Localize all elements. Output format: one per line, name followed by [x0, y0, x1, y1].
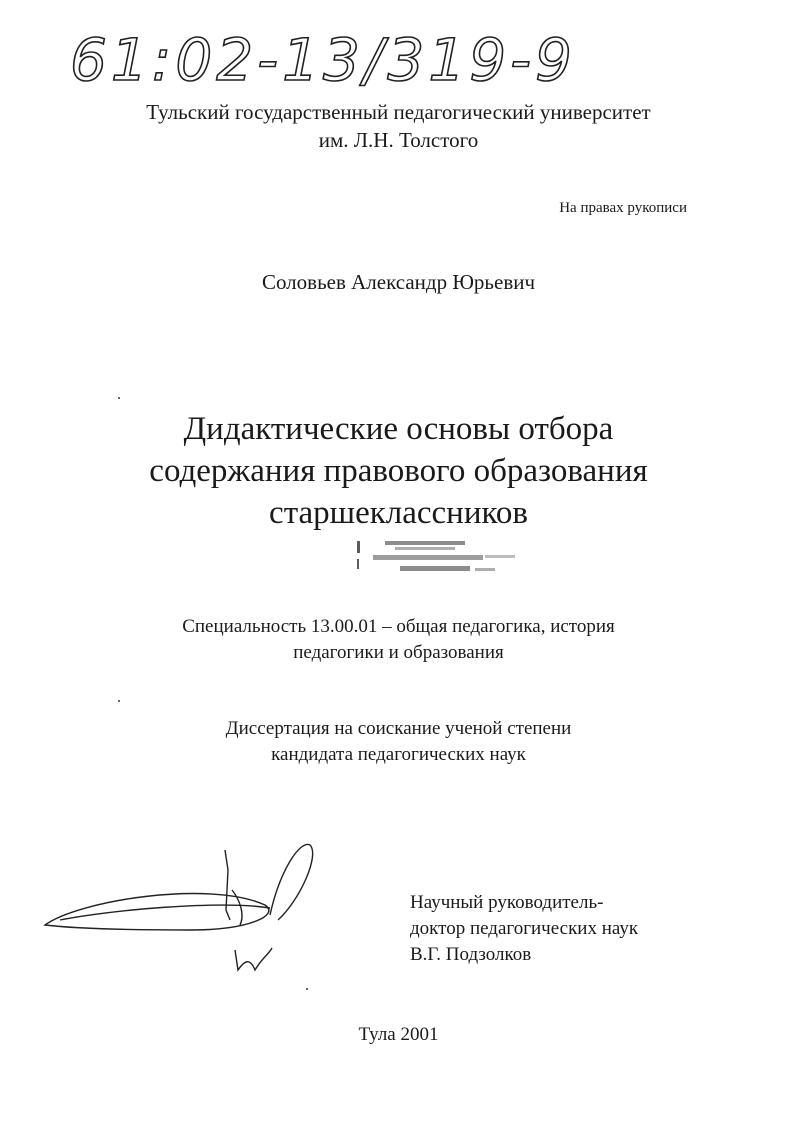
degree-line-2: кандидата педагогических наук	[271, 744, 526, 765]
university-subtitle: им. Л.Н. Толстого	[318, 128, 479, 152]
handwritten-archive-number	[60, 10, 580, 100]
supervisor-block	[410, 890, 638, 968]
university-name: Тульский государственный педагогический университет	[146, 100, 651, 124]
supervisor-role: Научный руководитель-	[410, 892, 604, 913]
specialty-line-2: педагогики и образования	[293, 642, 504, 663]
signature	[40, 830, 340, 980]
author-name: Соловьев Александр Юрьевич	[261, 270, 536, 294]
library-stamp	[355, 535, 525, 585]
scan-speck	[306, 988, 308, 990]
thesis-title-line-2: содержания правового образования	[149, 453, 648, 489]
specialty-line-1: Специальность 13.00.01 – общая педагогика, история	[182, 616, 615, 637]
handwritten-number-text: 61:02-13/319-9	[70, 26, 576, 94]
city-year: Тула 2001	[358, 1024, 439, 1045]
supervisor-degree: доктор педагогических наук	[410, 918, 639, 939]
degree-line-1: Диссертация на соискание ученой степени	[225, 718, 572, 739]
scan-speck	[118, 700, 120, 702]
thesis-title-line-3: старшеклассников	[269, 495, 528, 531]
thesis-title-line-1: Дидактические основы отбора	[183, 411, 614, 447]
supervisor-name: В.Г. Подзолков	[410, 944, 532, 965]
scan-speck	[118, 397, 120, 399]
rights-note: На правах рукописи	[559, 200, 687, 216]
